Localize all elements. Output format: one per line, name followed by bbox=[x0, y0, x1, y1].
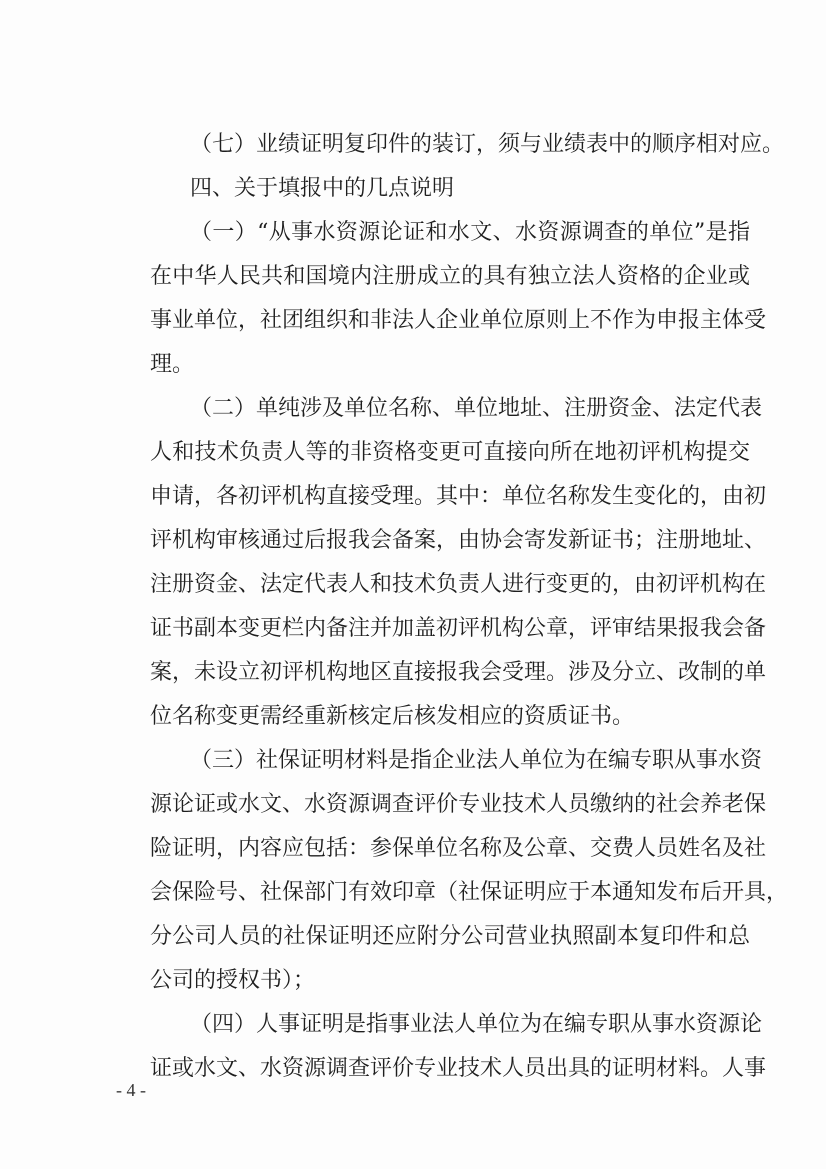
paragraph-2-line-6: 证书副本变更栏内备注并加盖初评机构公章，评审结果报我会备 bbox=[150, 616, 767, 641]
paragraph-4-line-2: 证或水文、水资源调查评价专业技术人员出具的证明材料。人事 bbox=[150, 1056, 767, 1081]
paragraph-3-line-2: 源论证或水文、水资源调查评价专业技术人员缴纳的社会养老保 bbox=[150, 792, 767, 817]
paragraph-3-line-4: 会保险号、社保部门有效印章（社保证明应于本通知发布后开具， bbox=[150, 880, 789, 905]
page-number: - 4 - bbox=[116, 1080, 146, 1100]
paragraph-2-line-7: 案，未设立初评机构地区直接报我会受理。涉及分立、改制的单 bbox=[150, 660, 767, 685]
section-heading-4: 四、关于填报中的几点说明 bbox=[190, 176, 455, 201]
paragraph-3-line-5: 分公司人员的社保证明还应附分公司营业执照副本复印件和总 bbox=[150, 924, 750, 949]
paragraph-1-line-3: 事业单位，社团组织和非法人企业单位原则上不作为申报主体受 bbox=[150, 308, 767, 333]
paragraph-2-line-5: 注册资金、法定代表人和技术负责人进行变更的，由初评机构在 bbox=[150, 572, 767, 597]
paragraph-2-line-1: （二）单纯涉及单位名称、单位地址、注册资金、法定代表 bbox=[190, 396, 763, 421]
paragraph-1-line-1: （一）“从事水资源论证和水文、水资源调查的单位”是指 bbox=[190, 220, 750, 245]
paragraph-2-line-2: 人和技术负责人等的非资格变更可直接向所在地初评机构提交 bbox=[150, 440, 750, 465]
paragraph-2-line-3: 申请，各初评机构直接受理。其中：单位名称发生变化的，由初 bbox=[150, 484, 767, 509]
paragraph-2-line-8: 位名称变更需经重新核定后核发相应的资质证书。 bbox=[150, 704, 635, 729]
paragraph-7-line-1: （七）业绩证明复印件的装订，须与业绩表中的顺序相对应。 bbox=[190, 132, 785, 157]
paragraph-1-line-4: 理。 bbox=[150, 352, 195, 377]
paragraph-3-line-3: 险证明，内容应包括：参保单位名称及公章、交费人员姓名及社 bbox=[150, 836, 767, 861]
paragraph-3-line-6: 公司的授权书）； bbox=[150, 968, 316, 993]
paragraph-4-line-1: （四）人事证明是指事业法人单位为在编专职从事水资源论 bbox=[190, 1012, 763, 1037]
paragraph-3-line-1: （三）社保证明材料是指企业法人单位为在编专职从事水资 bbox=[190, 748, 763, 773]
paragraph-1-line-2: 在中华人民共和国境内注册成立的具有独立法人资格的企业或 bbox=[150, 264, 750, 289]
paragraph-2-line-4: 评机构审核通过后报我会备案，由协会寄发新证书；注册地址、 bbox=[150, 528, 767, 553]
